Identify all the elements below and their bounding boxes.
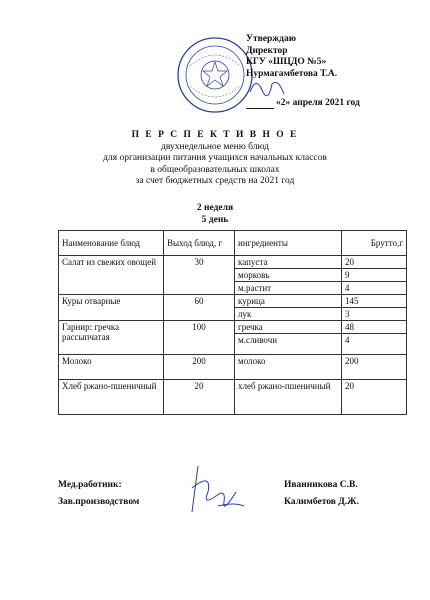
gross-cell: 20 xyxy=(342,380,407,415)
manager-name: Калимбетов Д.Ж. xyxy=(284,497,359,507)
title-line-5: за счет бюджетных средств на 2021 год xyxy=(135,176,295,186)
ingredient-cell: морковь xyxy=(235,269,342,282)
title-main: П Е Р С П Е К Т И В Н О Е xyxy=(131,130,299,140)
table-row xyxy=(59,355,407,380)
table-row xyxy=(59,380,407,415)
gross-cell: 48 xyxy=(342,321,407,334)
ingredient-cell: м.растит xyxy=(235,282,342,295)
dish-cell: Гарнир: гречка рассыпчатая xyxy=(59,321,164,355)
approval-block xyxy=(246,34,360,108)
dish-cell: Хлеб ржано-пшеничный xyxy=(59,380,164,415)
signature-line xyxy=(246,108,274,109)
ingredient-cell: курица xyxy=(235,295,342,308)
table-row xyxy=(59,295,407,308)
dish-cell: Куры отварные xyxy=(59,295,164,321)
ingredient-cell: м.сливочн xyxy=(235,334,342,355)
manager-signature xyxy=(178,462,248,524)
day-label: 5 день xyxy=(201,214,229,225)
ingredient-cell: хлеб ржано-пшеничный xyxy=(235,380,342,415)
title-line-3: для организации питания учащихся начальных классов xyxy=(103,153,327,163)
table-row xyxy=(59,256,407,269)
medic-name: Иванникова С.В. xyxy=(284,480,358,490)
header-ingredients: ингредиенты xyxy=(235,231,342,256)
table-row xyxy=(59,321,407,334)
ingredient-cell: капуста xyxy=(235,256,342,269)
header-gross: Брутто,г xyxy=(342,231,407,256)
approval-line-4: Нурмагамбетова Т.А. xyxy=(246,68,338,79)
approval-line-1: Утверждаю xyxy=(246,34,296,44)
menu-table xyxy=(58,230,407,415)
output-cell: 30 xyxy=(164,256,235,295)
dish-cell: Молоко xyxy=(59,355,164,380)
document-title xyxy=(0,130,430,188)
medic-label: Мед.работник: xyxy=(58,480,122,490)
ingredient-cell: гречка xyxy=(235,321,342,334)
ingredient-cell: молоко xyxy=(235,355,342,380)
output-cell: 20 xyxy=(164,380,235,415)
header-dish: Наименование блюд xyxy=(59,231,164,256)
approval-date: «2» апреля 2021 год xyxy=(276,98,360,108)
gross-cell: 20 xyxy=(342,256,407,269)
title-line-4: в общеобразовательных школах xyxy=(150,164,280,175)
week-label: 2 неделя xyxy=(196,203,234,213)
gross-cell: 145 xyxy=(342,295,407,308)
output-cell: 60 xyxy=(164,295,235,321)
manager-label: Зав.производством xyxy=(58,497,140,507)
output-cell: 100 xyxy=(164,321,235,355)
output-cell: 200 xyxy=(164,355,235,380)
official-seal xyxy=(176,36,254,114)
ingredient-cell: лук xyxy=(235,308,342,321)
gross-cell: 3 xyxy=(342,308,407,321)
title-line-2: двухнедельное меню блюд xyxy=(161,141,269,152)
approval-line-3: КГУ «ШЦДО №5» xyxy=(246,57,327,67)
header-output: Выход блюд, г xyxy=(164,231,235,256)
table-header-row xyxy=(59,231,407,256)
week-day xyxy=(0,203,430,226)
approval-line-2: Директор xyxy=(246,45,288,56)
gross-cell: 4 xyxy=(342,282,407,295)
gross-cell: 4 xyxy=(342,334,407,355)
gross-cell: 200 xyxy=(342,355,407,380)
dish-cell: Салат из свежих овощей xyxy=(59,256,164,295)
gross-cell: 9 xyxy=(342,269,407,282)
